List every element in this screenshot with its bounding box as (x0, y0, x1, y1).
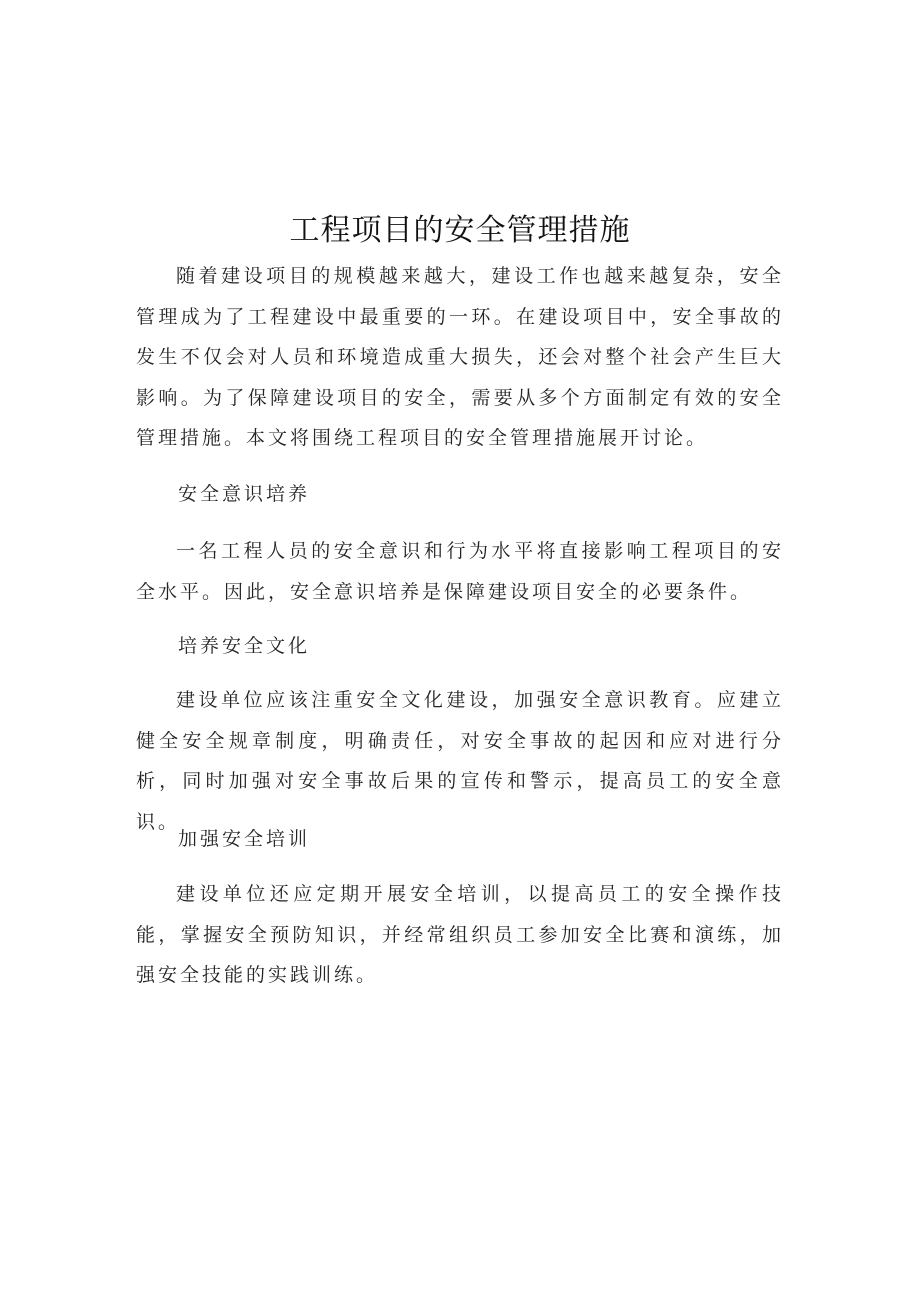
section-body-safety-culture: 建设单位应该注重安全文化建设，加强安全意识教育。应建立健全安全规章制度，明确责任，对安全事故的起因和应对进行分析，同时加强对安全事故后果的宣传和警示，提高员工的安全意识。 (136, 689, 784, 833)
section-heading-safety-training: 加强安全培训 (178, 828, 311, 850)
section-body-safety-training: 建设单位还应定期开展安全培训，以提高员工的安全操作技能，掌握安全预防知识，并经常组织员工参加安全比赛和演练，加强安全技能的实践训练。 (136, 883, 784, 986)
intro-paragraph: 随着建设项目的规模越来越大，建设工作也越来越复杂，安全管理成为了工程建设中最重要的一环。在建设项目中，安全事故的发生不仅会对人员和环境造成重大损失，还会对整个社会产生巨大影响。为了保障建设项目的安全，需要从多个方面制定有效的安全管理措施。本文将围绕工程项目的安全管理措施展开讨论。 (136, 265, 784, 449)
section-body-safety-awareness: 一名工程人员的安全意识和行为水平将直接影响工程项目的安全水平。因此，安全意识培养是保障建设项目安全的必要条件。 (136, 540, 784, 603)
document-title: 工程项目的安全管理措施 (289, 213, 631, 248)
section-heading-safety-awareness: 安全意识培养 (178, 483, 311, 505)
section-heading-safety-culture: 培养安全文化 (178, 635, 311, 657)
